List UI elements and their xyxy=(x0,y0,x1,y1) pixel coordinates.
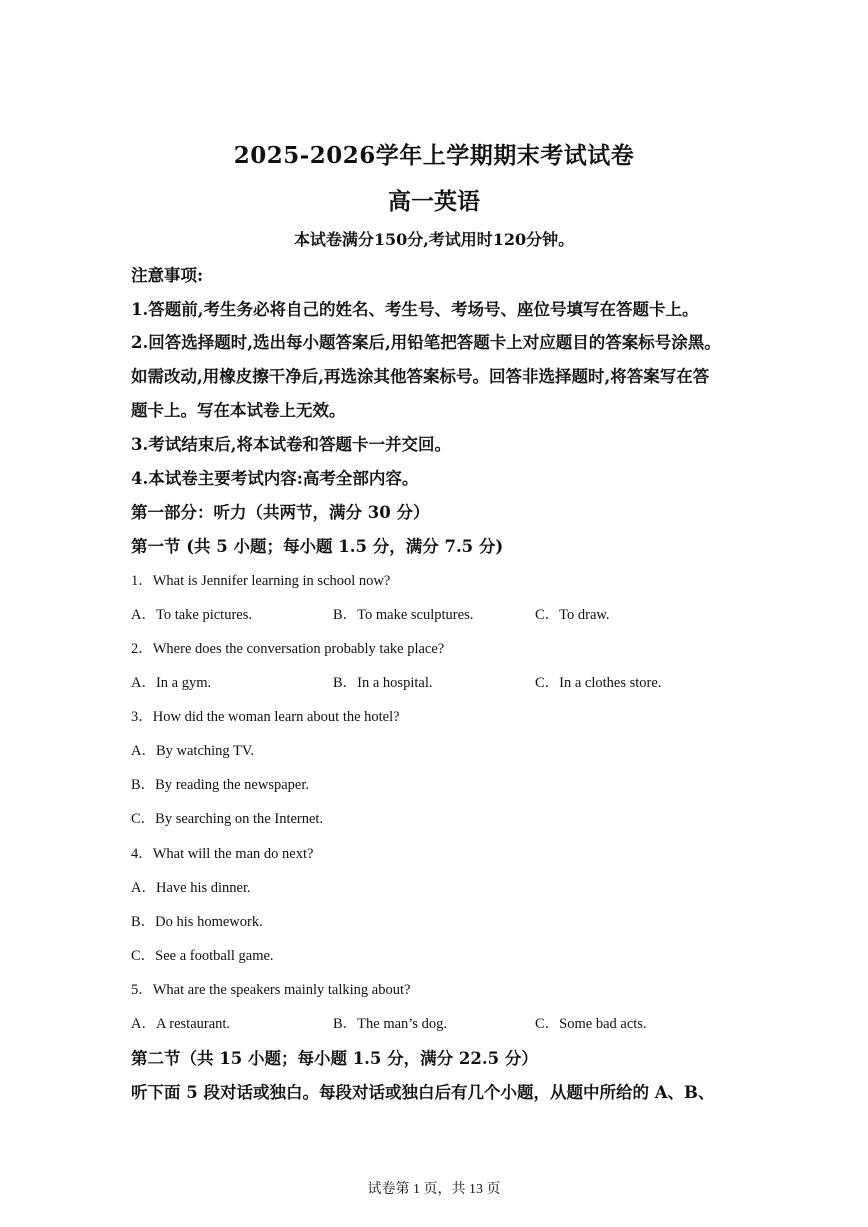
option-c: C．By searching on the Internet. xyxy=(131,811,324,827)
exam-info: 本试卷满分150分,考试用时120分钟。 xyxy=(293,230,575,249)
option-c: C．Some bad acts. xyxy=(535,1016,647,1032)
note-item-4: 4.本试卷主要考试内容:高考全部内容。 xyxy=(131,469,419,488)
option-b: B．By reading the newspaper. xyxy=(131,777,309,793)
option-a: A．A restaurant. xyxy=(131,1016,231,1032)
part1-heading: 第一部分：听力（共两节，满分 30 分） xyxy=(131,503,430,522)
option-a: A．To take pictures. xyxy=(131,607,252,623)
note-item-2-line-1: 2.回答选择题时,选出每小题答案后,用铅笔把答题卡上对应题目的答案标号涂黑。 xyxy=(131,333,721,352)
note-item-1: 1.答题前,考生务必将自己的姓名、考生号、考场号、座位号填写在答题卡上。 xyxy=(131,300,699,319)
question-stem: 4．What will the man do next? xyxy=(131,846,314,862)
note-item-2-line-3: 题卡上。写在本试卷上无效。 xyxy=(131,401,346,420)
option-c: C．To draw. xyxy=(535,607,610,623)
option-b: B．To make sculptures. xyxy=(333,607,474,623)
note-item-3: 3.考试结束后,将本试卷和答题卡一并交回。 xyxy=(131,435,451,454)
question-stem: 3．How did the woman learn about the hotel? xyxy=(131,709,400,725)
question-stem: 2．Where does the conversation probably take place? xyxy=(131,641,445,657)
notes-heading: 注意事项: xyxy=(131,266,204,285)
option-b: B．In a hospital. xyxy=(333,675,433,691)
option-a: A．By watching TV. xyxy=(131,743,255,759)
section1-heading: 第一节 (共 5 小题；每小题 1.5 分，满分 7.5 分) xyxy=(131,537,504,556)
question-stem: 1．What is Jennifer learning in school now? xyxy=(131,573,391,589)
option-b: B．Do his homework. xyxy=(131,914,263,930)
option-a: A．Have his dinner. xyxy=(131,880,251,896)
option-c: C．In a clothes store. xyxy=(535,675,662,691)
section2-heading: 第二节（共 15 小题；每小题 1.5 分，满分 22.5 分） xyxy=(131,1049,538,1068)
question-stem: 5．What are the speakers mainly talking about? xyxy=(131,982,411,998)
exam-subject: 高一英语 xyxy=(388,188,480,215)
option-c: C．See a football game. xyxy=(131,948,274,964)
option-b: B．The man’s dog. xyxy=(333,1016,447,1032)
exam-title: 2025-2026学年上学期期末考试试卷 xyxy=(233,142,635,169)
section2-instruction: 听下面 5 段对话或独白。每段对话或独白后有几个小题，从题中所给的 A、B、 xyxy=(131,1083,715,1102)
option-a: A．In a gym. xyxy=(131,675,212,691)
note-item-2-line-2: 如需改动,用橡皮擦干净后,再选涂其他答案标号。回答非选择题时,将答案写在答 xyxy=(131,367,710,386)
page-footer: 试卷第 1 页，共 13 页 xyxy=(367,1182,501,1197)
